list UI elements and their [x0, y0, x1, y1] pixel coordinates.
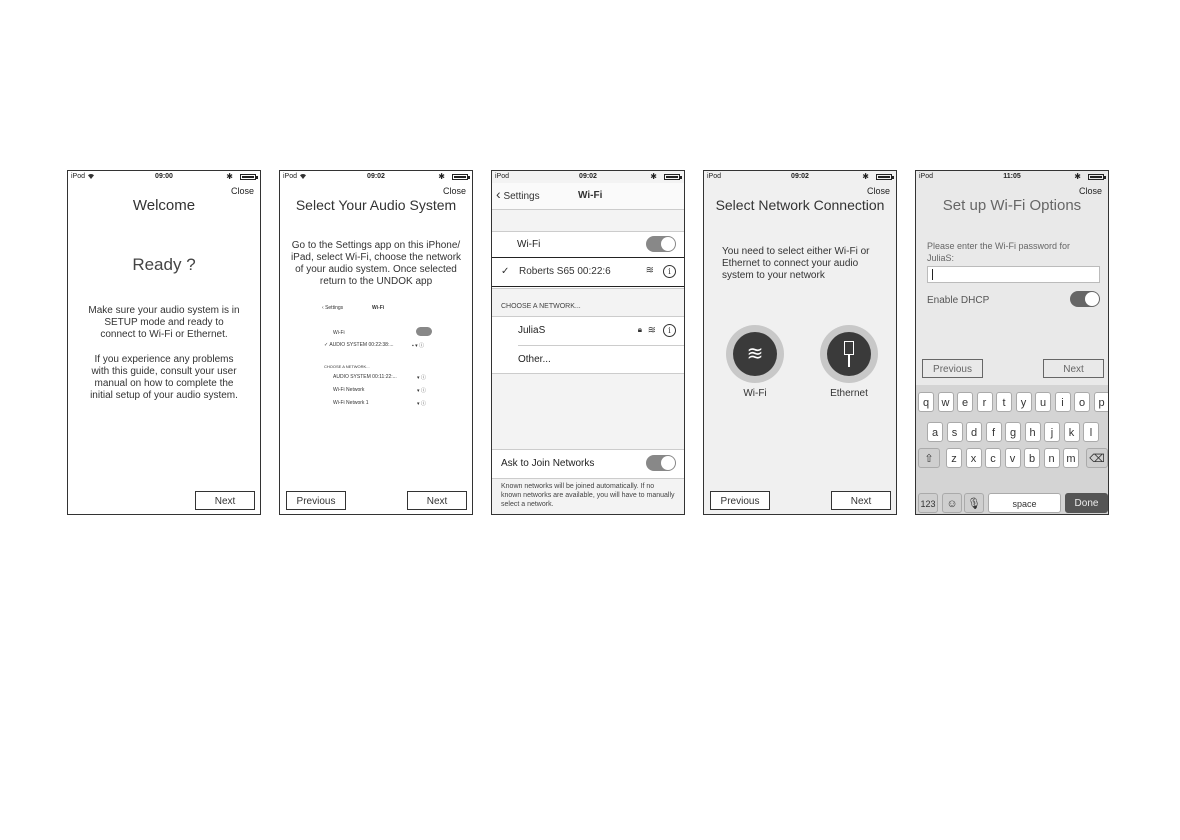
bluetooth-icon: ✱ [438, 172, 445, 181]
network-list [492, 316, 684, 374]
key-u[interactable]: u [1035, 392, 1051, 412]
key-l[interactable]: l [1083, 422, 1099, 442]
page-title: Select Network Connection [715, 197, 885, 213]
phone-select-audio-system [279, 170, 473, 515]
numbers-key[interactable]: 123 [918, 493, 938, 513]
key-r[interactable]: r [977, 392, 993, 412]
key-i[interactable]: i [1055, 392, 1071, 412]
page-title: Set up Wi-Fi Options [942, 197, 1082, 214]
key-t[interactable]: t [996, 392, 1012, 412]
clock: 09:02 [579, 173, 597, 180]
phone-welcome [67, 170, 261, 515]
info-icon[interactable]: i [663, 324, 676, 337]
key-v[interactable]: v [1005, 448, 1021, 468]
key-h[interactable]: h [1025, 422, 1041, 442]
next-button[interactable]: Next [831, 491, 891, 510]
close-button[interactable]: Close [442, 186, 466, 196]
wifi-signal-icon: ≋ [645, 265, 654, 276]
ask-to-join-toggle[interactable] [646, 455, 676, 471]
close-button[interactable]: Close [230, 186, 254, 196]
mini-wifi-label: Wi-Fi [333, 330, 345, 336]
key-d[interactable]: d [966, 422, 982, 442]
bluetooth-icon: ✱ [226, 172, 233, 181]
carrier-label: iPod [707, 173, 722, 180]
battery-icon [240, 174, 256, 180]
mini-lock-wifi-info-icons: ▪ ▾ ⓘ [412, 343, 425, 349]
next-button[interactable]: Next [407, 491, 467, 510]
wifi-option-button[interactable] [726, 325, 784, 383]
status-bar [280, 171, 472, 183]
network-item-other[interactable]: Other... [518, 354, 551, 365]
ask-to-join-row [492, 449, 684, 479]
key-z[interactable]: z [946, 448, 962, 468]
key-p[interactable]: p [1094, 392, 1110, 412]
ethernet-option-button[interactable] [820, 325, 878, 383]
dhcp-toggle[interactable] [1070, 291, 1100, 307]
choose-network-header: CHOOSE A NETWORK... [501, 303, 581, 310]
key-n[interactable]: n [1044, 448, 1060, 468]
clock: 09:02 [367, 173, 385, 180]
wifi-label: Wi-Fi [517, 239, 541, 250]
wifi-option-label: Wi-Fi [743, 388, 767, 399]
on-screen-keyboard [916, 385, 1108, 514]
key-s[interactable]: s [947, 422, 963, 442]
mini-connected-network: AUDIO SYSTEM 00:22:38:... [329, 342, 394, 348]
setup-instructions: Make sure your audio system is in SETUP mode and ready to connect to Wi-Fi or Ethernet. [88, 305, 240, 340]
settings-illustration: ‹ Settings Wi-Fi Wi-Fi ✓ AUDIO SYSTEM 00:22:38:... ▪ ▾ ⓘ CHOOSE A NETWORK... AUDIO SYSTEM 00:11:22:... ▾ ⓘ Wi-Fi Network ▾ ⓘ Wi-Fi Network 1 ▾ ⓘ [320, 301, 438, 416]
key-o[interactable]: o [1074, 392, 1090, 412]
key-g[interactable]: g [1005, 422, 1021, 442]
wifi-toggle[interactable] [646, 236, 676, 252]
ready-heading: Ready ? [132, 255, 196, 274]
key-c[interactable]: c [985, 448, 1001, 468]
backspace-key[interactable]: ⌫ [1086, 448, 1108, 468]
chevron-left-icon: ‹ [496, 186, 501, 202]
battery-icon [1088, 174, 1104, 180]
space-key[interactable]: space [988, 493, 1061, 513]
shift-key[interactable]: ⇧ [918, 448, 940, 468]
mini-choose-header: CHOOSE A NETWORK... [324, 364, 370, 369]
mini-network-item: Wi-Fi Network [333, 387, 365, 393]
key-f[interactable]: f [986, 422, 1002, 442]
status-bar [492, 171, 684, 183]
previous-button[interactable]: Previous [286, 491, 346, 510]
connected-network-name: Roberts S65 00:22:6 [519, 266, 611, 277]
mini-wifi-info-icons: ▾ ⓘ [417, 401, 426, 407]
dhcp-label: Enable DHCP [927, 295, 990, 306]
wifi-icon: ≋ [733, 332, 777, 376]
close-button[interactable]: Close [1078, 186, 1102, 196]
info-icon[interactable]: i [663, 265, 676, 278]
bluetooth-icon: ✱ [862, 172, 869, 181]
ask-to-join-label: Ask to Join Networks [501, 458, 595, 469]
ask-to-join-note: Known networks will be joined automatically. If no known networks are available, you will have to manually select a network. [501, 483, 675, 508]
carrier-label: iPod [495, 173, 510, 180]
phone-network-connection [703, 170, 897, 515]
key-x[interactable]: x [966, 448, 982, 468]
phone-wifi-options [915, 170, 1109, 515]
status-bar [68, 171, 260, 183]
status-bar [916, 171, 1108, 183]
key-a[interactable]: a [927, 422, 943, 442]
phone-wifi-settings [491, 170, 685, 515]
mini-wifi-info-icons: ▾ ⓘ [417, 388, 426, 394]
battery-icon [452, 174, 468, 180]
key-q[interactable]: q [918, 392, 934, 412]
battery-icon [876, 174, 892, 180]
network-item[interactable]: JuliaS [518, 325, 546, 336]
key-j[interactable]: j [1044, 422, 1060, 442]
lock-icon: 🔒︎ [637, 325, 642, 334]
key-y[interactable]: y [1016, 392, 1032, 412]
microphone-icon[interactable]: 🎙︎ [964, 493, 984, 513]
clock: 11:05 [1003, 173, 1021, 180]
carrier-label: iPod [919, 173, 934, 180]
bluetooth-icon: ✱ [650, 172, 657, 181]
previous-button[interactable]: Previous [710, 491, 770, 510]
mini-title: Wi-Fi [372, 305, 385, 311]
ethernet-icon [827, 332, 871, 376]
ethernet-option-label: Ethernet [830, 388, 868, 399]
text-cursor [932, 269, 933, 280]
bluetooth-icon: ✱ [1074, 172, 1081, 181]
previous-button[interactable]: Previous [922, 359, 983, 378]
page-title: Select Your Audio System [295, 197, 457, 213]
mini-wifi-info-icons: ▾ ⓘ [417, 375, 426, 381]
carrier-label: iPod [283, 173, 298, 180]
battery-icon [664, 174, 680, 180]
key-w[interactable]: w [938, 392, 954, 412]
password-input[interactable] [927, 266, 1100, 283]
nav-bar [492, 183, 684, 210]
mini-wifi-toggle [416, 327, 432, 336]
instructions: You need to select either Wi-Fi or Ethernet to connect your audio system to your network [722, 246, 870, 281]
clock: 09:02 [791, 173, 809, 180]
connected-network-row[interactable] [491, 257, 685, 287]
mini-network-item: AUDIO SYSTEM 00:11:22:... [333, 374, 397, 380]
password-prompt: Please enter the Wi-Fi password for JuliaS: [927, 241, 1071, 263]
back-button[interactable]: ‹ Settings [496, 186, 540, 202]
mini-back-label: Settings [325, 305, 344, 311]
key-k[interactable]: k [1064, 422, 1080, 442]
clock: 09:00 [155, 173, 173, 180]
emoji-key[interactable]: ☺ [942, 493, 962, 513]
mini-network-item: Wi-Fi Network 1 [333, 400, 369, 406]
key-b[interactable]: b [1024, 448, 1040, 468]
help-text: If you experience any problems with this guide, consult your user manual on how to complete the initial setup of your audio system. [90, 354, 238, 401]
close-button[interactable]: Close [866, 186, 890, 196]
next-button[interactable]: Next [195, 491, 255, 510]
instructions: Go to the Settings app on this iPhone/ iPad, select Wi-Fi, choose the network of your audio system. Once selected return to the UNDOK app [290, 240, 462, 287]
page-title: Welcome [132, 197, 196, 214]
key-e[interactable]: e [957, 392, 973, 412]
checkmark-icon: ✓ [501, 266, 510, 277]
next-button[interactable]: Next [1043, 359, 1104, 378]
done-key[interactable]: Done [1065, 493, 1108, 513]
wifi-signal-icon: ≋ [647, 325, 656, 336]
carrier-label: iPod [71, 173, 86, 180]
key-m[interactable]: m [1063, 448, 1079, 468]
nav-title: Wi-Fi [578, 190, 603, 201]
divider [518, 345, 684, 346]
status-bar [704, 171, 896, 183]
